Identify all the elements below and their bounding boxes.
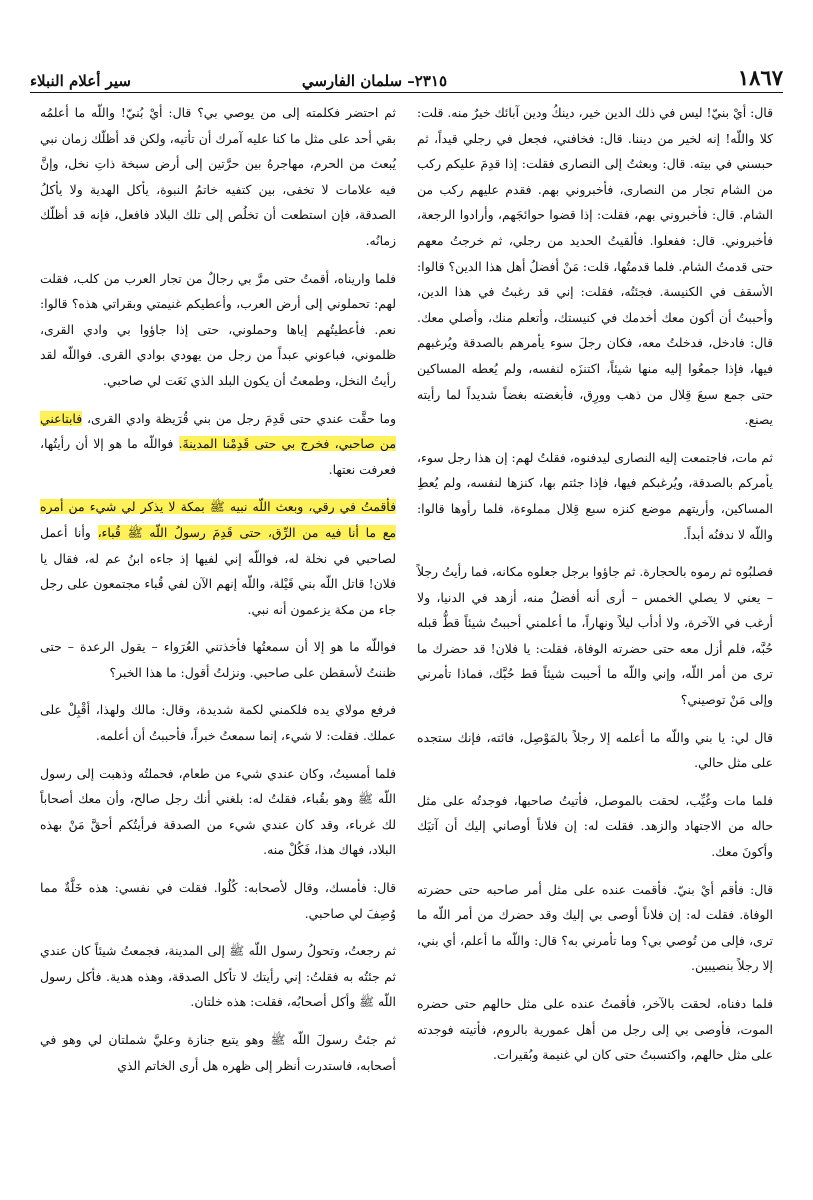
paragraph: فواللّه ما هو إلا أن سمعتُها فأخذتني العُرَواء – يقول الرعدة – حتى ظننتُ لأسقطن على صاحبي. ونزلتُ أقول: ما هذا الخبر؟ bbox=[40, 639, 396, 680]
paragraph: قال: فأمسك، وقال لأصحابه: كُلُوا. فقلت في نفسي: هذه خَلَّةٌ مما وُصِفَ لي صاحبي. bbox=[40, 880, 396, 921]
page-number: ١٨٦٧ bbox=[737, 65, 783, 90]
paragraph: فلما مات وغُيِّب، لحقت بالموصل، فأتيتُ صاحبها، فوجدتُه على مثل حاله من الاجتهاد والزهد. فقلت له: إن فلاناً أوصاني إليك أن آتيَك وأكونَ معك. bbox=[417, 792, 773, 860]
left-column bbox=[40, 100, 396, 1090]
paragraph: ثم مات، فاجتمعت إليه النصارى ليدفنوه، فقلتُ لهم: إن هذا رجل سوء، يأمركم بالصدقة، ويُرغبكم فيها، فإذا جئتم بها، كنزها لنفسه، ولم يُعطِ المساكين، وأريتهم موضع كنزه سبع قِلال مملوءة، فلما رأوها قالوا: واللّه لا ندفنُه أبداً. bbox=[417, 449, 773, 542]
paragraph: ثم احتضر فكلمته إلى من يوصي بي؟ قال: أيْ بُنيّ! واللّه ما أعلمُه بقي أحد على مثل ما كنا عليه آمرك أن تأتيه، ولكن قد أظلّك زمان نبي يُبعث من الحرم، مهاجرهُ بين حرَّتين إلى أرض سبخة ذاتِ نخل، وإنَّ فيه علامات لا تخفى، بين كتفيه خاتمُ النبوة، يأكل الهدية ولا يأكلُ الصدقة، فإن استطعت أن تخلُص إلى تلك البلاد فافعل، فإنه قد أظلّك زمانُه. bbox=[40, 105, 396, 248]
paragraph: فرفع مولاي يده فلكمني لكمة شديدة، وقال: مالك ولهذا، أقْبِلْ على عملك. فقلت: لا شيء، إنما سمعتُ خبراً، فأحببتُ أن أعلمه. bbox=[40, 702, 396, 744]
paragraph: ثم رجعتُ، وتحولُ رسول اللّه ﷺ إلى المدينة، فجمعتُ شيئاً كان عندي ثم جئتُه به فقلتُ: إني رأيتك لا تأكل الصدقة، وهذه هدية. فأكل رسول اللّه ﷺ وأكل أصحابُه، فقلت: هذه خلتان. bbox=[40, 943, 396, 1010]
entry-title: ٢٣١٥– سلمان الفارسي bbox=[301, 72, 448, 90]
paragraph-text: وما حقَّت عندي حتى قَدِمَ رجل من بني قُرَيظة وادي القرى، bbox=[87, 410, 396, 426]
paragraph: ثم جئتُ رسولَ اللّه ﷺ وهو يتبع جنازة وعليَّ شملتان لي وهو في أصحابه، فاستدرت أنظر إلى ظهره هل أرى الخاتم الذي bbox=[40, 1032, 396, 1073]
paragraph: قال: فأقم أيْ بنيّ. فأقمت عنده على مثل أمر صاحبه حتى حضرته الوفاة. فقلت له: إن فلاناً أوصى بي إليك وقد حضرك من أمر اللّه ما ترى، فإلى من تُوصي بي؟ وما تأمرني به؟ قال: واللّه ما أعلم، أي بني، إلا رجلاً بنصيبين. bbox=[417, 881, 773, 974]
paragraph: قال: أيْ بنيّ! ليس في ذلك الدين خير، دينكُ ودين آبائك خيرٌ منه. قلت: كلا واللّه! إنه لخير من ديننا. قال: فخافني، فجعل في رجلي قيداً، ثم حبسني في بيته. قال: وبعثتُ إلى النصارى فقلت: إذا قدِمَ عليكم ركب من الشام تجار من النصارى، فأخبروني بهم. فقدم عليهم ركب من الشام. قال: فأخبروني بهم، فقلت: إذا قضوا حوائجَهم، وأرادوا الرجعة، فأخبروني. قال: ففعلوا. فألقيتُ الحديد من رجلي، ثم خرجتُ معهم حتى قدمتُ الشام. فلما قدمتُها، قلت: مَنْ أفضلُ أهل هذا الدين؟ قالوا: الأسقف في الكنيسة. فجئتُه، فقلت: إني قد رغبتُ في هذا الدين، وأحببتُ أن أكون معك أخدمك في كنيستك، وأتعلم منك، وأصلي معك. قال: فادخل، فدخلتُ معه، فكان رجلَ سوء يأمرهم بالصدقة ويُرغبهم فيها، فإذا جمعُوا إليه منها شيئاً، اكتنزَه لنفسه، ولم يُعطه المساكين حتى جمع سبعَ قِلال من ذهب وورِق، فأبغضته بغضاً شديداً لما رأيته يصنع. bbox=[417, 105, 773, 428]
paragraph-text: فواللّه ما هو إلا أن رأيتُها، فعرفت نعتها. bbox=[40, 436, 396, 477]
page-header bbox=[30, 60, 783, 90]
paragraph: قال لي: يا بني واللّه ما أعلمه إلا رجلاً بالمَوْصِل، فائته، فإنك ستجده على مثل حالي. bbox=[417, 729, 773, 771]
highlighted-text: فأقمتُ في رقي، وبعث اللّه نبيه ﷺ بمكة لا يذكر لي شيء من أمره مع ما أنا فيه من الرِّق، حتى قَدِمَ رسولُ اللّه ﷺ قُباء، bbox=[40, 499, 396, 540]
paragraph: فصلبُوه ثم رموه بالحجارة. ثم جاؤوا برجل جعلوه مكانه، فما رأيتُ رجلاً – يعني لا يصلي الخمس – أرى أنه أفضلُ منه، أزهد في الدنيا، ولا أرغب في الآخرة، ولا أدأب ليلاً ونهاراً، ما أعلمني أحببتُ شيئاً قطُّ قبله حُبَّه، فلم أزل معه حتى حضرته الوفاة، فقلت: يا فلان! قد حضرك ما ترى من أمر اللّه، وإني واللّه ما أحببت شيئاً قط حُبَّك، فماذا تأمرني وإلى مَنْ توصيني؟ bbox=[417, 564, 773, 708]
book-title: سير أعلام النبلاء bbox=[30, 72, 131, 90]
header-rule bbox=[30, 92, 783, 93]
right-column bbox=[417, 100, 773, 1080]
paragraph: فلما واريناه، أقمتُ حتى مرَّ بي رجالٌ من تجار العرب من كلب، فقلت لهم: تحملوني إلى أرض العرب، وأعطيكم غنيمتي وبقراتي هذه؟ قالوا: نعم. فأعطيتُهم إياها وحملوني، حتى إذا جاؤوا بي وادي القرى، ظلموني، فباعوني عبداً من رجل من يهودي بوادي القرى. فواللّه لقد رأيتُ النخل، وطمعتُ أن يكون البلد الذي نَعَت لي صاحبي. bbox=[40, 270, 396, 388]
paragraph bbox=[40, 406, 396, 483]
paragraph bbox=[40, 494, 396, 622]
highlighted-text: فابتاعني من صاحبي، فخرج بي حتى قَدِمْنا المدينةَ. bbox=[40, 410, 396, 452]
paragraph: فلما أمسيتُ، وكان عندي شيء من طعام، فحملتُه وذهبت إلى رسول اللّه ﷺ وهو بقُباء، فقلتُ له: بلغني أنك رجل صالح، وأن معك أصحاباً لك غرباء، وقد كان عندي شيء من الصدقة فرأيتُكم أحقَّ مَنْ بهذه البلاد، فهاك هذا، فَكُلْ منه. bbox=[40, 765, 397, 858]
paragraph: فلما دفناه، لحقت بالآخر، فأقمتُ عنده على مثل حالهم حتى حضره الموت، فأوصى بي إلى رجل من أهل عمورية بالروم، فأتيته فوجدته على مثل حالهم، واكتسبتُ حتى كان لي غنيمة وبُقيرات. bbox=[417, 996, 773, 1063]
paragraph-text: وأنا أعمل لصاحبي في نخلة له، فواللّه إني لفيها إذ جاءه ابنُ عم له، فقال يا فلان! قاتل اللّه بني قَيْلة، واللّه إنهم الآن لفي قُباء مجتمعون على رجل جاء من مكة يزعمون أنه نبي. bbox=[40, 524, 396, 617]
